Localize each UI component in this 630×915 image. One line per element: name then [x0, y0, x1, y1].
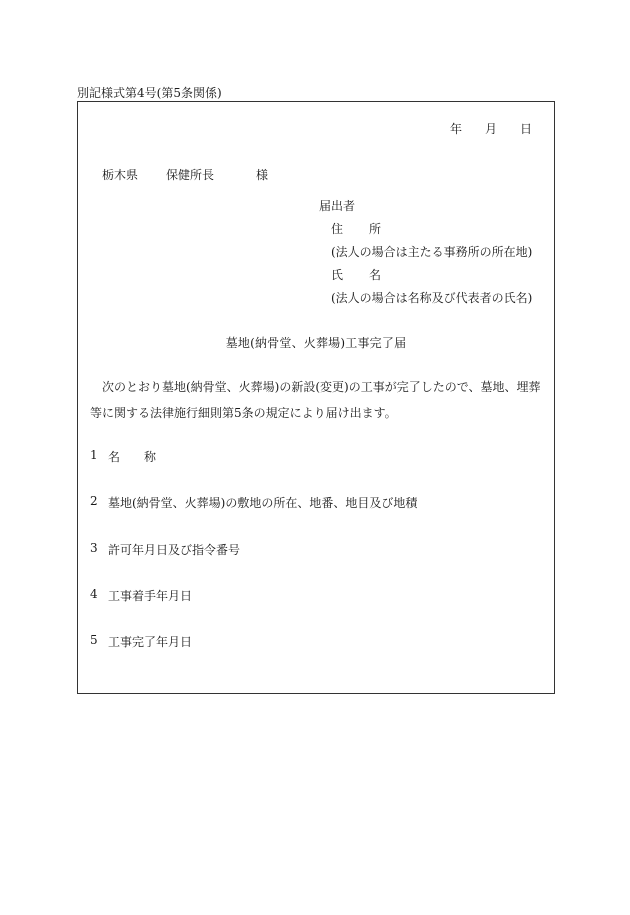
- item-2: [90, 494, 417, 511]
- item-number: 4: [90, 587, 98, 601]
- name-note: (法人の場合は名称及び代表者の氏名): [331, 291, 533, 305]
- address-note: (法人の場合は主たる事務所の所在地): [331, 245, 533, 259]
- item-number: 2: [90, 494, 98, 508]
- date-day: 日: [519, 122, 532, 136]
- addressee-office: 保健所長: [166, 168, 215, 182]
- addressee-honorific: 様: [256, 168, 269, 182]
- item-5: [90, 633, 192, 650]
- item-label-a: 名: [108, 450, 121, 464]
- date-year: 年: [450, 122, 463, 136]
- address-field: [319, 218, 532, 241]
- item-number: 3: [90, 541, 98, 555]
- item-4: [90, 587, 192, 604]
- name-label-2: 名: [369, 268, 382, 282]
- form-number-label: 別記様式第4号(第5条関係): [77, 86, 222, 100]
- address-label-2: 所: [369, 222, 382, 236]
- item-label: 墓地(納骨堂、火葬場)の敷地の所在、地番、地目及び地積: [108, 496, 418, 510]
- applicant-heading: 届出者: [319, 199, 356, 213]
- applicant-block: [319, 195, 532, 310]
- item-label: 許可年月日及び指令番号: [108, 543, 241, 557]
- item-label: 工事着手年月日: [108, 589, 193, 603]
- item-label: 工事完了年月日: [108, 635, 193, 649]
- document-title: 墓地(納骨堂、火葬場)工事完了届: [225, 336, 407, 350]
- addressee-prefecture: 栃木県: [102, 168, 139, 182]
- name-field: [319, 264, 532, 287]
- body-paragraph: [90, 374, 546, 426]
- item-label-b: 称: [144, 450, 157, 464]
- name-label-1: 氏: [331, 268, 344, 282]
- addressee: [102, 166, 268, 183]
- item-3: [90, 541, 240, 558]
- date-line: [450, 120, 532, 137]
- address-label-1: 住: [331, 222, 344, 236]
- date-month: 月: [484, 122, 497, 136]
- body-text: 次のとおり墓地(納骨堂、火葬場)の新設(変更)の工事が完了したので、墓地、埋葬等に関する法律施行細則第5条の規定により届け出ます。: [90, 380, 541, 420]
- item-number: 5: [90, 633, 98, 647]
- item-number: 1: [90, 448, 98, 462]
- notification-form: [77, 101, 555, 694]
- item-1: [90, 448, 156, 465]
